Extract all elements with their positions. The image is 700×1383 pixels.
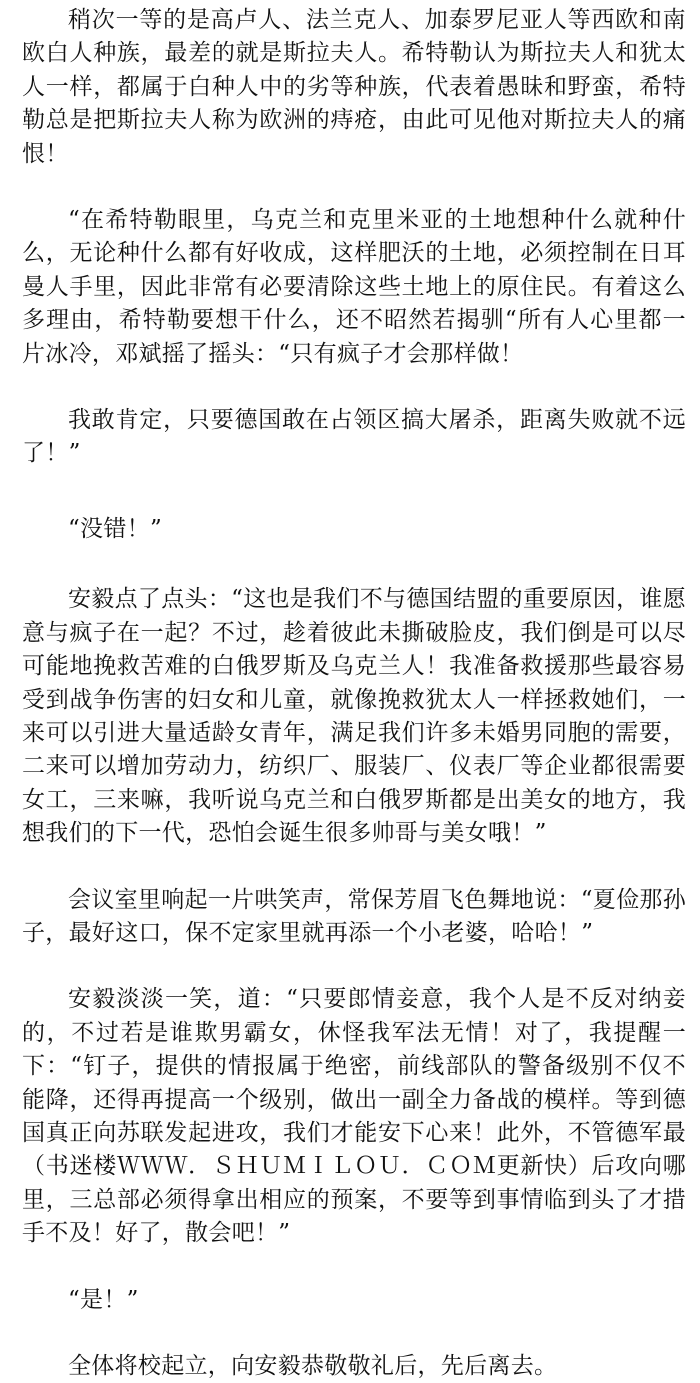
- paragraph-7: 安毅淡淡一笑，道：“只要郎情妾意，我个人是不反对纳妾的，不过若是谁欺男霸女，休怪我军法无情！对了，我提醒一下：“钉子，提供的情报属于绝密，前线部队的警备级别不仅不能降，还得再提高一个级别，做出一副全力备战的模样。等到德国真正向苏联发起进攻，我们才能安下心来！此外，不管德军最（书迷楼ＷＷＷ．ＳＨＵＭＩＬＯＵ．ＣＯＭ更新快）后攻向哪里，三总部必须得拿出相应的预案，不要等到事情临到头了才措手不及！好了，散会吧！”: [22, 986, 686, 1247]
- paragraph-1: 稍次一等的是高卢人、法兰克人、加泰罗尼亚人等西欧和南欧白人种族，最差的就是斯拉夫人。希特勒认为斯拉夫人和犹太人一样，都属于白种人中的劣等种族，代表着愚昧和野蛮，希特勒总是把斯拉夫人称为欧洲的痔疮，由此可见他对斯拉夫人的痛恨！: [22, 7, 686, 167]
- paragraph-5: 安毅点了点头：“这也是我们不与德国结盟的重要原因，谁愿意与疯子在一起？不过，趁着彼此未撕破脸皮，我们倒是可以尽可能地挽救苦难的白俄罗斯及乌克兰人！我准备救援那些最容易受到战争伤害的妇女和儿童，就像挽救犹太人一样拯救她们，一来可以引进大量适龄女青年，满足我们许多未婚男同胞的需要，二来可以增加劳动力，纺织厂、服装厂、仪表厂等企业都很需要女工，三来嘛，我听说乌克兰和白俄罗斯都是出美女的地方，我想我们的下一代，恐怕会诞生很多帅哥与美女哦！”: [22, 586, 686, 847]
- paragraph-2: “在希特勒眼里，乌克兰和克里米亚的土地想种什么就种什么，无论种什么都有好收成，这样肥沃的土地，必须控制在日耳曼人手里，因此非常有必要清除这些土地上的原住民。有着这么多理由，希特勒要想干什么，还不昭然若揭驯“所有人心里都一片冰冷，邓斌摇了摇头：“只有疯子才会那样做！: [22, 207, 686, 367]
- paragraph-8: “是！”: [68, 1286, 139, 1313]
- paragraph-3: 我敢肯定，只要德国敢在占领区搞大屠杀，距离失败就不远了！”: [22, 407, 686, 467]
- paragraph-9: 全体将校起立，向安毅恭敬敬礼后，先后离去。: [68, 1353, 558, 1379]
- paragraph-4: “没错！”: [68, 515, 163, 542]
- paragraph-6: 会议室里响起一片哄笑声，常保芳眉飞色舞地说：“夏俭那孙子，最好这口，保不定家里就再添一个小老婆，哈哈！”: [22, 886, 686, 946]
- document-body: [22, 0, 686, 1383]
